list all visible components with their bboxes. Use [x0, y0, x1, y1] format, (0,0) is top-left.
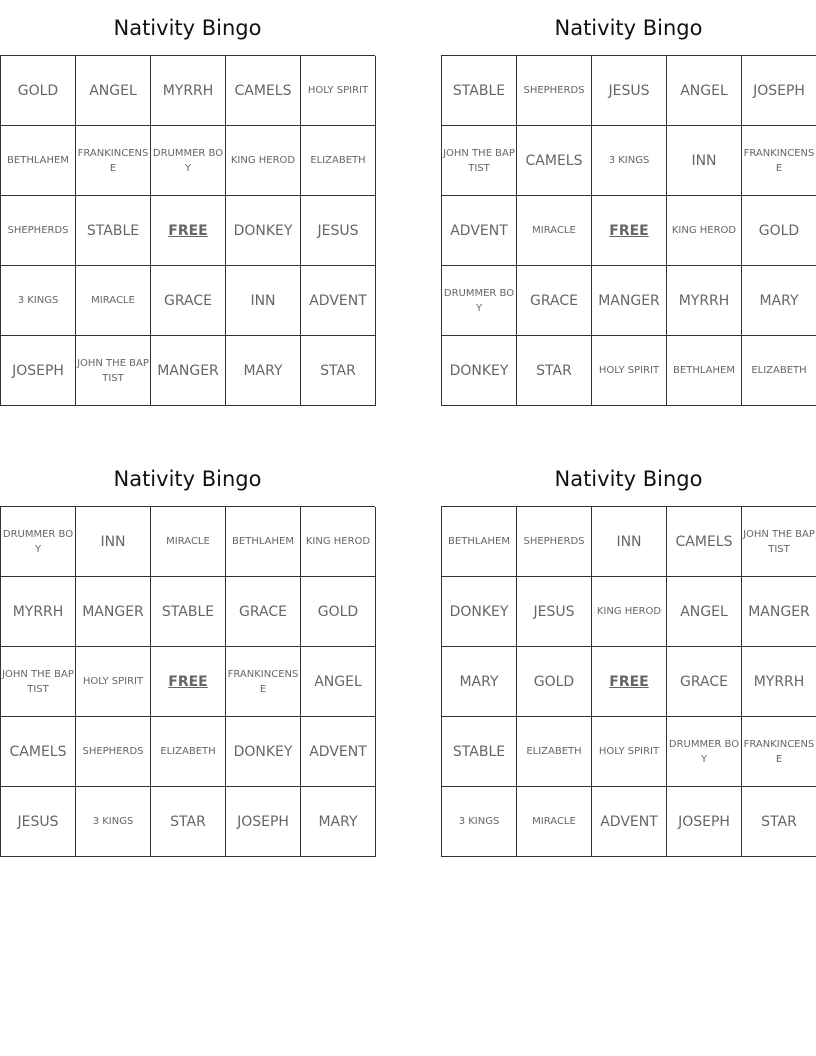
bingo-cell: GRACE	[151, 266, 226, 336]
bingo-cell: HOLY SPIRIT	[301, 56, 376, 126]
bingo-cell: MIRACLE	[517, 196, 592, 266]
bingo-cell: 3 KINGS	[442, 787, 517, 857]
bingo-cell: JESUS	[301, 196, 376, 266]
bingo-cell: MIRACLE	[517, 787, 592, 857]
bingo-cell: FRANKINCENSE	[742, 717, 816, 787]
bingo-cell: JESUS	[1, 787, 76, 857]
bingo-cell: FRANKINCENSE	[76, 126, 151, 196]
bingo-cell: STABLE	[76, 196, 151, 266]
bingo-cell: INN	[226, 266, 301, 336]
bingo-cell: STABLE	[442, 56, 517, 126]
bingo-cell: KING HEROD	[592, 577, 667, 647]
bingo-cell: BETHLAHEM	[1, 126, 76, 196]
bingo-cell: MIRACLE	[76, 266, 151, 336]
card-title: Nativity Bingo	[554, 16, 703, 40]
bingo-cell: MARY	[442, 647, 517, 717]
bingo-cell: JESUS	[592, 56, 667, 126]
bingo-cell: JOSEPH	[1, 336, 76, 406]
bingo-cell: DRUMMER BOY	[442, 266, 517, 336]
bingo-grid	[441, 55, 816, 406]
bingo-cell: INN	[667, 126, 742, 196]
bingo-cell: JOSEPH	[667, 787, 742, 857]
bingo-cell: MANGER	[151, 336, 226, 406]
bingo-cell: STABLE	[151, 577, 226, 647]
bingo-cell: CAMELS	[667, 507, 742, 577]
bingo-cell: JOHN THE BAPTIST	[1, 647, 76, 717]
bingo-cell: HOLY SPIRIT	[592, 336, 667, 406]
bingo-cell: ANGEL	[301, 647, 376, 717]
bingo-cell: SHEPHERDS	[517, 507, 592, 577]
bingo-cell: JOHN THE BAPTIST	[76, 336, 151, 406]
bingo-cell: ANGEL	[76, 56, 151, 126]
free-space: FREE	[151, 196, 226, 266]
bingo-cell: CAMELS	[1, 717, 76, 787]
bingo-cell: 3 KINGS	[1, 266, 76, 336]
bingo-cell: STAR	[742, 787, 816, 857]
bingo-cell: CAMELS	[517, 126, 592, 196]
bingo-cell: KING HEROD	[226, 126, 301, 196]
bingo-cell: JOHN THE BAPTIST	[442, 126, 517, 196]
bingo-cell: BETHLAHEM	[442, 507, 517, 577]
bingo-cell: GOLD	[517, 647, 592, 717]
bingo-cell: MYRRH	[151, 56, 226, 126]
bingo-cell: KING HEROD	[667, 196, 742, 266]
bingo-cell: DONKEY	[442, 336, 517, 406]
card-title: Nativity Bingo	[554, 467, 703, 491]
card-title: Nativity Bingo	[113, 467, 262, 491]
bingo-cell: ADVENT	[442, 196, 517, 266]
bingo-cell: DONKEY	[442, 577, 517, 647]
bingo-cell: MARY	[226, 336, 301, 406]
bingo-cell: FRANKINCENSE	[226, 647, 301, 717]
bingo-cell: ANGEL	[667, 56, 742, 126]
bingo-cell: DRUMMER BOY	[667, 717, 742, 787]
bingo-cell: ELIZABETH	[301, 126, 376, 196]
bingo-cell: STAR	[301, 336, 376, 406]
bingo-card-3	[0, 451, 375, 857]
bingo-cell: MYRRH	[667, 266, 742, 336]
card-title: Nativity Bingo	[113, 16, 262, 40]
bingo-cell: INN	[76, 507, 151, 577]
bingo-cell: MARY	[301, 787, 376, 857]
bingo-cell: CAMELS	[226, 56, 301, 126]
bingo-cell: MIRACLE	[151, 507, 226, 577]
bingo-cell: DONKEY	[226, 717, 301, 787]
bingo-cell: GOLD	[1, 56, 76, 126]
bingo-cell: INN	[592, 507, 667, 577]
bingo-cell: SHEPHERDS	[517, 56, 592, 126]
bingo-cell: DONKEY	[226, 196, 301, 266]
bingo-cell: ELIZABETH	[517, 717, 592, 787]
bingo-cell: DRUMMER BOY	[1, 507, 76, 577]
bingo-cell: DRUMMER BOY	[151, 126, 226, 196]
bingo-cell: MARY	[742, 266, 816, 336]
bingo-cell: FRANKINCENSE	[742, 126, 816, 196]
bingo-cell: SHEPHERDS	[1, 196, 76, 266]
bingo-cell: STABLE	[442, 717, 517, 787]
bingo-cell: ADVENT	[301, 266, 376, 336]
bingo-grid	[0, 506, 375, 857]
free-space: FREE	[592, 196, 667, 266]
bingo-cell: ELIZABETH	[151, 717, 226, 787]
bingo-cell: JOSEPH	[742, 56, 816, 126]
bingo-cell: GRACE	[517, 266, 592, 336]
bingo-cell: GRACE	[667, 647, 742, 717]
bingo-cell: MYRRH	[1, 577, 76, 647]
bingo-grid	[441, 506, 816, 857]
bingo-cell: JOSEPH	[226, 787, 301, 857]
bingo-cell: MANGER	[742, 577, 816, 647]
bingo-card-4	[441, 451, 816, 857]
bingo-cell: ANGEL	[667, 577, 742, 647]
bingo-cell: 3 KINGS	[592, 126, 667, 196]
bingo-cell: STAR	[517, 336, 592, 406]
bingo-cell: 3 KINGS	[76, 787, 151, 857]
bingo-cell: STAR	[151, 787, 226, 857]
bingo-card-2	[441, 0, 816, 406]
bingo-cell: ELIZABETH	[742, 336, 816, 406]
bingo-cell: HOLY SPIRIT	[76, 647, 151, 717]
bingo-cell: ADVENT	[301, 717, 376, 787]
bingo-grid	[0, 55, 375, 406]
bingo-cell: ADVENT	[592, 787, 667, 857]
bingo-cell: SHEPHERDS	[76, 717, 151, 787]
free-space: FREE	[151, 647, 226, 717]
free-space: FREE	[592, 647, 667, 717]
bingo-cell: BETHLAHEM	[226, 507, 301, 577]
bingo-cell: MANGER	[76, 577, 151, 647]
bingo-cell: BETHLAHEM	[667, 336, 742, 406]
bingo-cell: GOLD	[742, 196, 816, 266]
bingo-cell: KING HEROD	[301, 507, 376, 577]
bingo-cell: GRACE	[226, 577, 301, 647]
bingo-cell: JESUS	[517, 577, 592, 647]
bingo-cell: MYRRH	[742, 647, 816, 717]
bingo-cell: JOHN THE BAPTIST	[742, 507, 816, 577]
bingo-cell: MANGER	[592, 266, 667, 336]
bingo-card-1	[0, 0, 375, 406]
bingo-cell: GOLD	[301, 577, 376, 647]
bingo-cell: HOLY SPIRIT	[592, 717, 667, 787]
